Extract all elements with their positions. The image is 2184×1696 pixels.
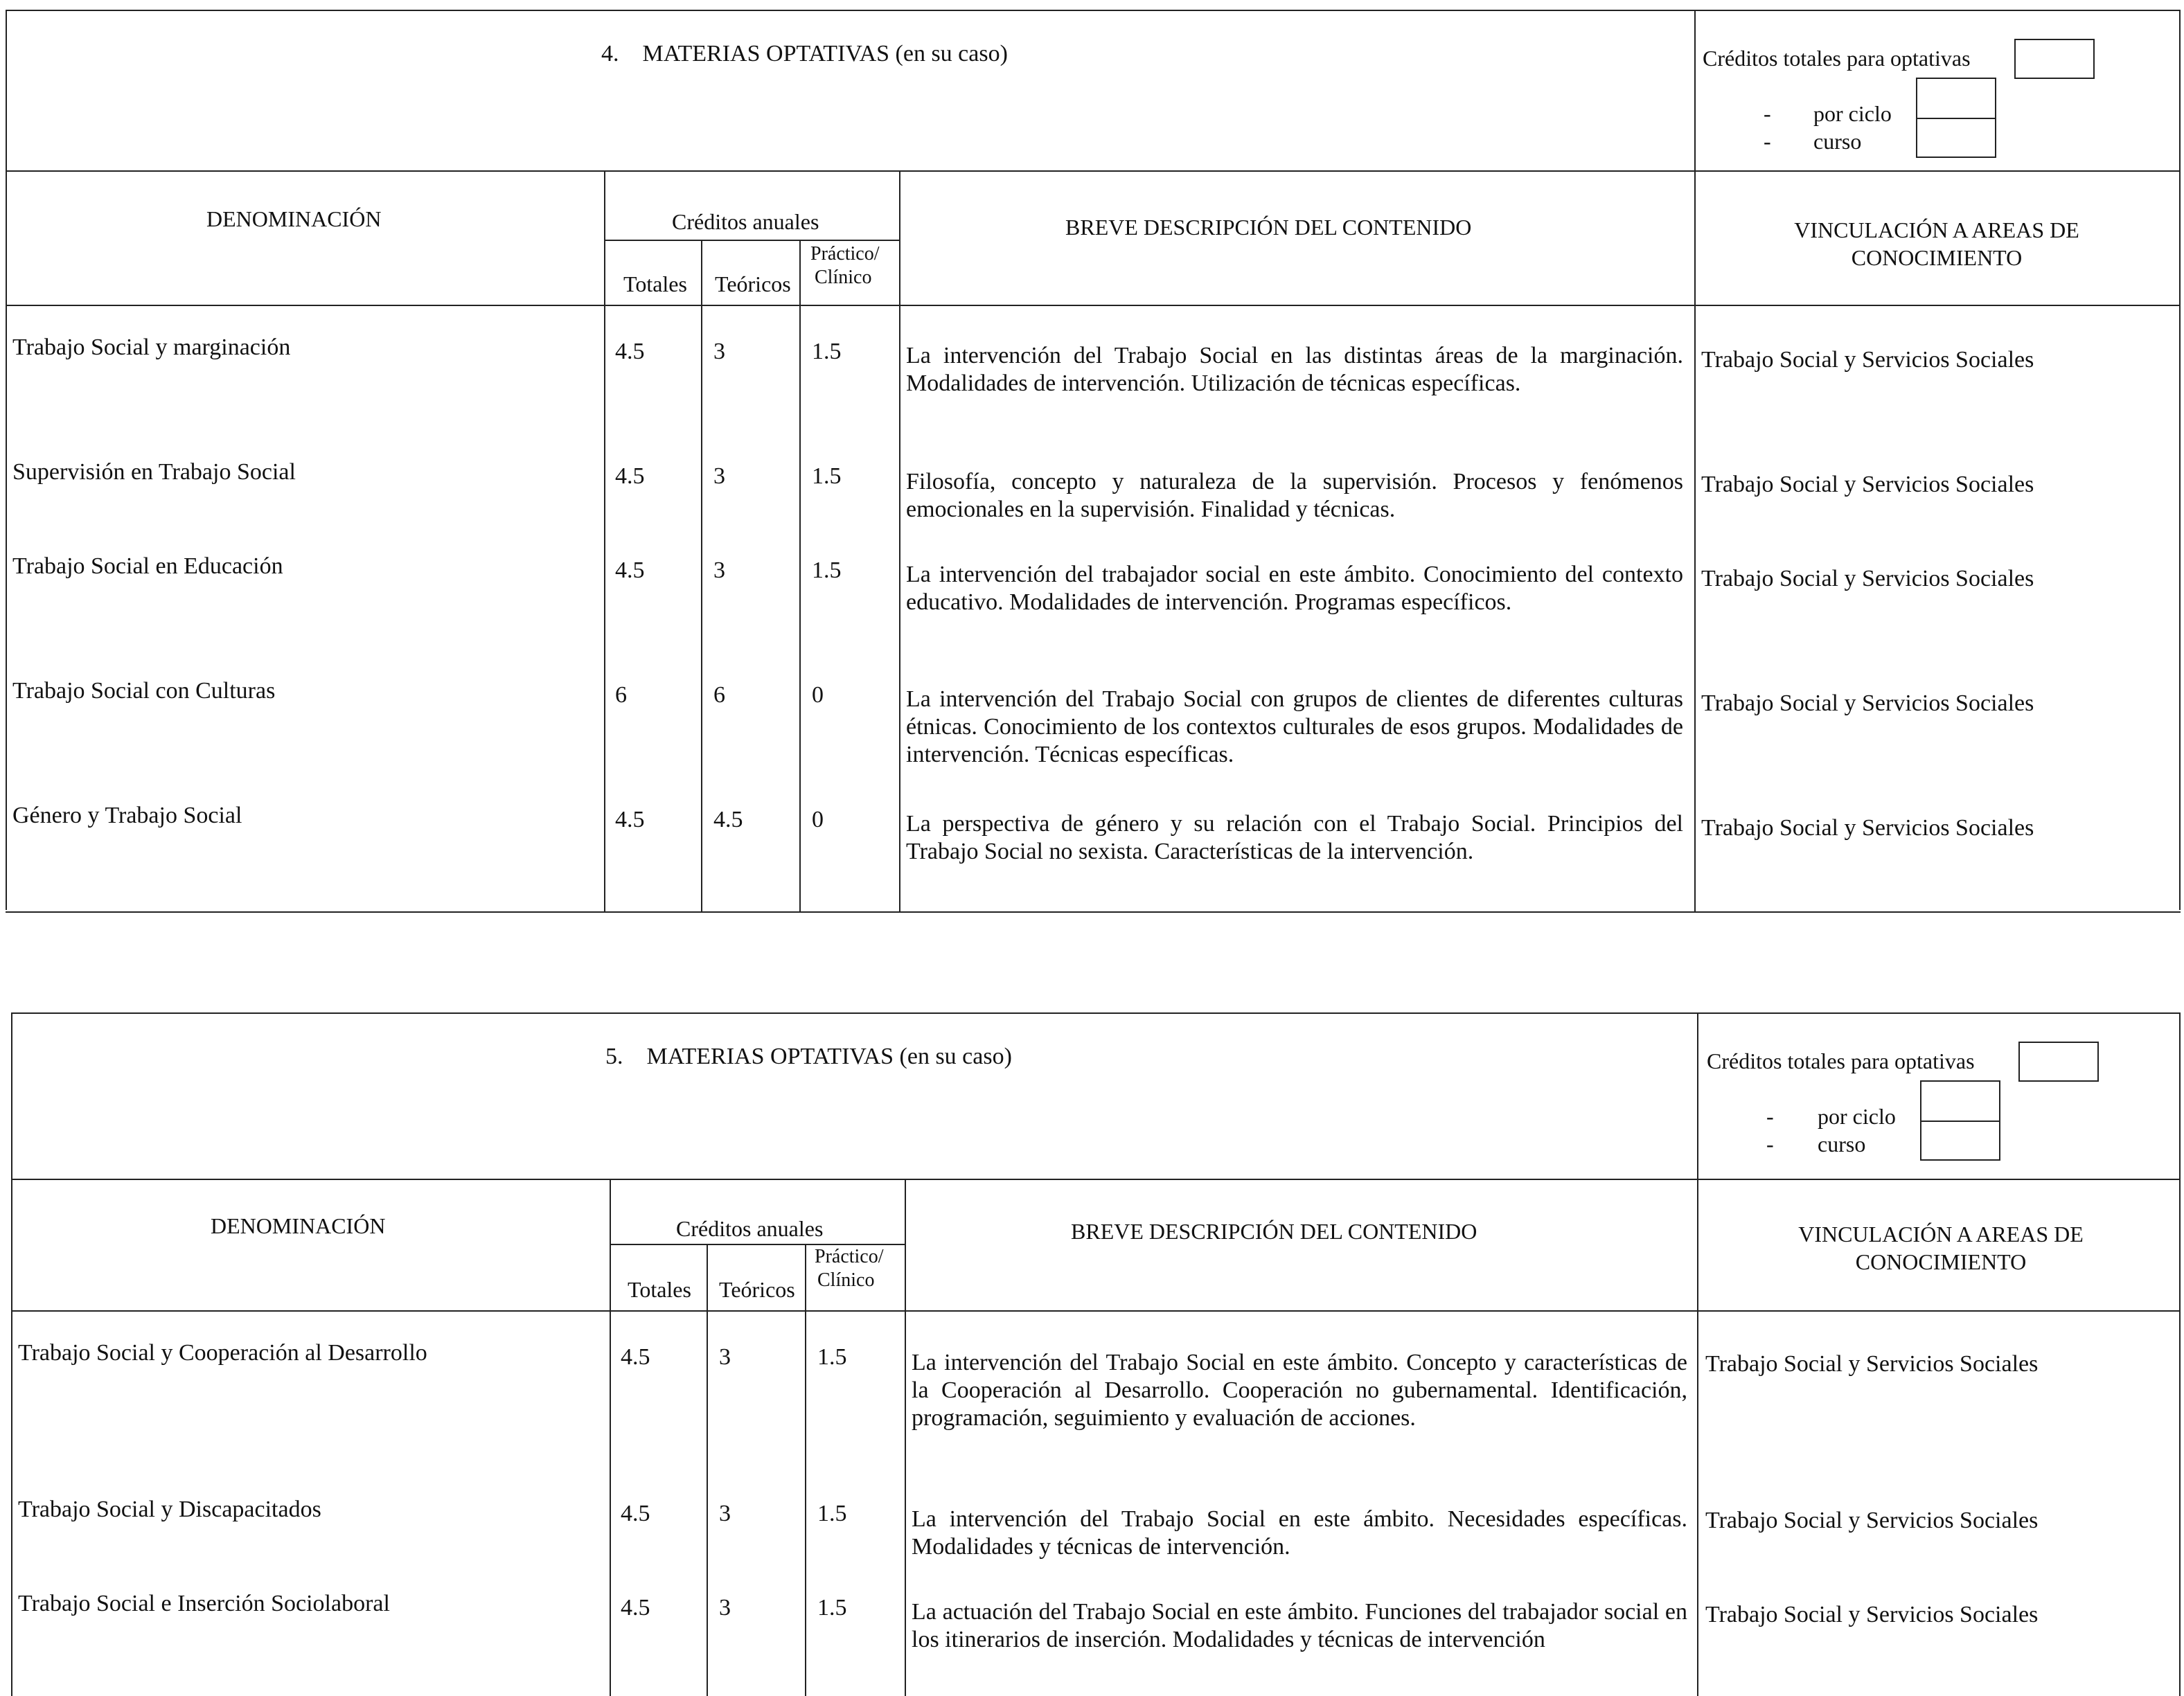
divider	[905, 1179, 906, 1696]
section-title: 5. MATERIAS OPTATIVAS (en su caso)	[605, 1044, 1012, 1069]
divider	[610, 1179, 611, 1696]
header-clinico: Clínico	[815, 267, 872, 288]
divider	[610, 1244, 906, 1245]
divider	[11, 1179, 2181, 1180]
credits-total-label: Créditos totales para optativas	[1707, 1048, 1975, 1073]
course-label: curso	[1813, 129, 1862, 154]
divider	[6, 170, 2181, 172]
header-practico: Práctico/	[810, 243, 880, 265]
header-descripcion: BREVE DESCRIPCIÓN DEL CONTENIDO	[1065, 215, 1472, 240]
header-teoricos: Teóricos	[715, 271, 791, 296]
divider	[701, 240, 702, 913]
row-totales: 4.5	[615, 557, 645, 583]
row-area: Trabajo Social y Servicios Sociales	[1705, 1351, 2039, 1377]
row-practicos: 1.5	[817, 1344, 847, 1370]
row-practicos: 1.5	[812, 557, 842, 583]
divider	[6, 305, 2181, 306]
divider	[604, 240, 900, 241]
row-name: Trabajo Social e Inserción Sociolaboral	[18, 1591, 390, 1616]
row-practicos: 1.5	[817, 1595, 847, 1621]
row-area: Trabajo Social y Servicios Sociales	[1701, 566, 2034, 591]
divider	[1694, 10, 1696, 913]
row-teoricos: 4.5	[713, 807, 743, 832]
row-teoricos: 3	[713, 557, 725, 583]
row-descripcion: La intervención del trabajador social en este ámbito. Conocimiento del contexto educativo. Modalidades de intervención. Programas específicos.	[906, 562, 1683, 615]
row-descripcion: Filosofía, concepto y naturaleza de la supervisión. Procesos y fenómenos emocionales en la supervisión. Finalidad y técnicas.	[906, 469, 1683, 522]
row-practicos: 1.5	[812, 339, 842, 364]
row-totales: 4.5	[621, 1344, 650, 1370]
row-practicos: 1.5	[812, 463, 842, 489]
divider	[799, 240, 801, 913]
row-name: Género y Trabajo Social	[12, 803, 242, 828]
row-name: Trabajo Social y Discapacitados	[18, 1497, 321, 1522]
row-descripcion: La actuación del Trabajo Social en este ámbito. Funciones del trabajador social en los itinerarios de inserción. Modalidades y técnicas de intervención	[912, 1599, 1687, 1652]
credits-total-box	[2014, 39, 2095, 79]
bullet: -	[1766, 1104, 1774, 1129]
header-practico: Práctico/	[815, 1246, 884, 1267]
header-teoricos: Teóricos	[719, 1277, 795, 1302]
header-creditos-anuales: Créditos anuales	[672, 209, 819, 234]
row-teoricos: 3	[719, 1344, 731, 1370]
row-teoricos: 3	[719, 1595, 731, 1621]
header-descripcion: BREVE DESCRIPCIÓN DEL CONTENIDO	[1071, 1219, 1477, 1244]
row-teoricos: 6	[713, 682, 725, 708]
row-area: Trabajo Social y Servicios Sociales	[1701, 815, 2034, 841]
row-descripcion: La intervención del Trabajo Social en este ámbito. Concepto y características de la Cooperación al Desarrollo. Cooperación no gubernamental. Identificación, programación, seguimiento y evaluación de acciones.	[912, 1350, 1687, 1431]
header-denominacion: DENOMINACIÓN	[211, 1213, 386, 1238]
row-name: Trabajo Social y Cooperación al Desarrollo	[18, 1340, 427, 1366]
row-totales: 4.5	[621, 1501, 650, 1526]
divider	[6, 911, 2181, 913]
row-descripcion: La intervención del Trabajo Social con grupos de clientes de diferentes culturas étnicas. Conocimiento de los contextos culturales de esos grupos. Modalidades de intervención. Técnicas específicas.	[906, 686, 1683, 767]
row-area: Trabajo Social y Servicios Sociales	[1701, 472, 2034, 497]
credits-total-label: Créditos totales para optativas	[1703, 46, 1971, 71]
row-descripcion: La perspectiva de género y su relación con el Trabajo Social. Principios del Trabajo Social no sexista. Características de la intervención.	[906, 811, 1683, 864]
row-name: Trabajo Social en Educación	[12, 553, 283, 579]
row-area: Trabajo Social y Servicios Sociales	[1705, 1602, 2039, 1627]
row-area: Trabajo Social y Servicios Sociales	[1705, 1508, 2039, 1533]
row-totales: 4.5	[615, 339, 645, 364]
per-cycle-label: por ciclo	[1818, 1104, 1896, 1129]
row-name: Trabajo Social con Culturas	[12, 678, 276, 704]
row-teoricos: 3	[713, 339, 725, 364]
credits-total-box	[2018, 1042, 2099, 1082]
section-title: 4. MATERIAS OPTATIVAS (en su caso)	[601, 41, 1008, 66]
bullet: -	[1764, 101, 1771, 126]
divider	[11, 1310, 2181, 1312]
row-area: Trabajo Social y Servicios Sociales	[1701, 347, 2034, 373]
row-teoricos: 3	[713, 463, 725, 489]
divider	[1697, 1012, 1698, 1696]
row-name: Supervisión en Trabajo Social	[12, 459, 296, 485]
row-totales: 4.5	[615, 807, 645, 832]
divider	[899, 170, 900, 913]
bullet: -	[1764, 129, 1771, 154]
header-vinculacion: VINCULACIÓN A AREAS DE	[1798, 1222, 2084, 1247]
header-totales: Totales	[623, 271, 687, 296]
header-totales: Totales	[628, 1277, 691, 1302]
row-practicos: 1.5	[817, 1501, 847, 1526]
course-box	[1916, 118, 1996, 158]
per-cycle-label: por ciclo	[1813, 101, 1892, 126]
row-totales: 4.5	[621, 1595, 650, 1621]
header-creditos-anuales: Créditos anuales	[676, 1216, 824, 1241]
divider	[604, 170, 605, 913]
row-descripcion: La intervención del Trabajo Social en este ámbito. Necesidades específicas. Modalidades y técnicas de intervención.	[912, 1506, 1687, 1560]
header-vinculacion-2: CONOCIMIENTO	[1851, 245, 2023, 270]
course-box	[1920, 1121, 2000, 1161]
header-clinico: Clínico	[817, 1269, 875, 1291]
divider	[707, 1244, 708, 1696]
header-vinculacion-2: CONOCIMIENTO	[1855, 1249, 2027, 1274]
row-totales: 4.5	[615, 463, 645, 489]
row-name: Trabajo Social y marginación	[12, 334, 291, 360]
divider	[805, 1244, 806, 1696]
row-area: Trabajo Social y Servicios Sociales	[1701, 690, 2034, 716]
row-practicos: 0	[812, 682, 824, 708]
row-descripcion: La intervención del Trabajo Social en las distintas áreas de la marginación. Modalidades de intervención. Utilización de técnicas específicas.	[906, 343, 1683, 396]
row-teoricos: 3	[719, 1501, 731, 1526]
header-denominacion: DENOMINACIÓN	[206, 206, 382, 231]
header-vinculacion: VINCULACIÓN A AREAS DE	[1794, 217, 2079, 242]
bullet: -	[1766, 1132, 1774, 1157]
per-cycle-box	[1920, 1080, 2000, 1122]
per-cycle-box	[1916, 78, 1996, 119]
row-practicos: 0	[812, 807, 824, 832]
course-label: curso	[1818, 1132, 1866, 1157]
row-totales: 6	[615, 682, 627, 708]
